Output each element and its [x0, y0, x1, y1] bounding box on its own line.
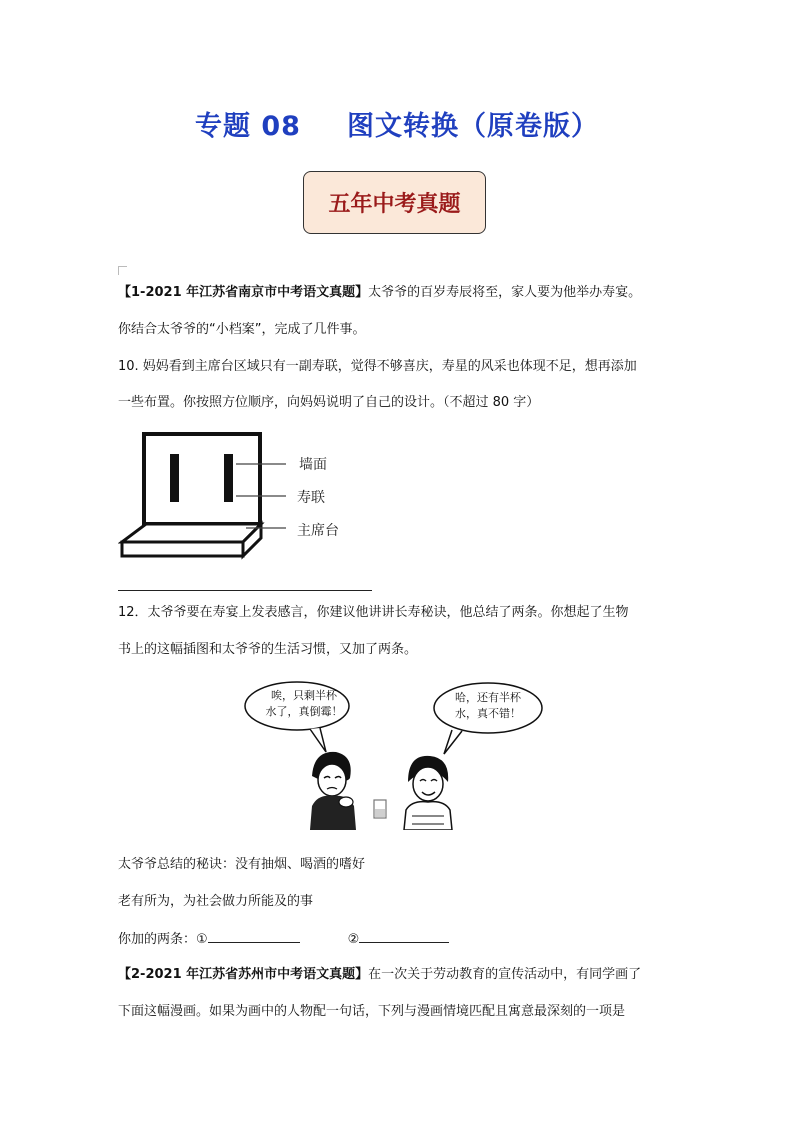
q12-line1: 12．太爷爷要在寿宴上发表感言，你建议他讲讲长寿秘诀，他总结了两条。你想起了生物	[118, 605, 629, 620]
q1-intro-line1: 【1-2021 年江苏省南京市中考语文真题】太爷爷的百岁寿辰将至，家人要为他举办寿宴。	[118, 285, 642, 300]
q1-intro-line2: 你结合太爷爷的“小档案”，完成了几件事。	[118, 322, 366, 337]
q12-line2: 书上的这幅插图和太爷爷的生活习惯，又加了两条。	[118, 642, 418, 657]
corner-mark	[118, 266, 127, 275]
label-stage: 主席台	[297, 523, 339, 539]
page-title: 专题 08 图文转换（原卷版）	[195, 111, 599, 142]
secret-line1: 太爷爷总结的秘诀：没有抽烟、喝酒的嗜好	[118, 857, 366, 872]
section-badge: 五年中考真题	[303, 171, 486, 234]
secret-line2: 老有所为，为社会做力所能及的事	[118, 894, 314, 909]
label-wall: 墙面	[299, 457, 327, 473]
answer-line	[118, 590, 372, 591]
bubble-right-text: 哈，还有半杯 水，真不错！	[455, 691, 521, 720]
q10-line2: 一些布置。你按照方位顺序，向妈妈说明了自己的设计。（不超过 80 字）	[118, 395, 540, 410]
q2-line1: 【2-2021 年江苏省苏州市中考语文真题】在一次关于劳动教育的宣传活动中，有同学画了	[118, 967, 642, 982]
bubble-left-text: 唉，只剩半杯 水了，真倒霉！	[265, 689, 343, 718]
q2-line2: 下面这幅漫画。如果为画中的人物配一句话，下列与漫画情境匹配且寓意最深刻的一项是	[118, 1004, 626, 1019]
q10-line1: 10. 妈妈看到主席台区域只有一副寿联，觉得不够喜庆，寿星的风采也体现不足，想再添加	[118, 359, 637, 374]
label-couplet: 寿联	[297, 490, 325, 506]
added-two-line: 你加的两条：① ②	[118, 930, 688, 949]
